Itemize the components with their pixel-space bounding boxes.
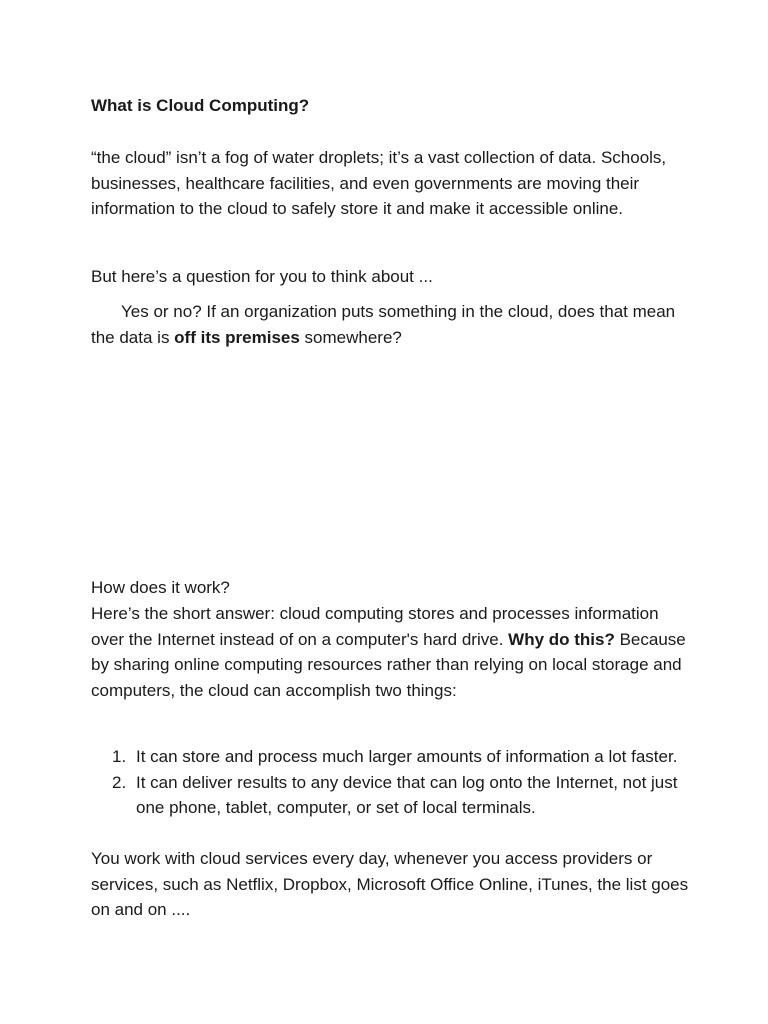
benefits-list: [91, 744, 691, 821]
how-it-works-heading: How does it work?: [91, 578, 230, 597]
short-answer-paragraph: [91, 601, 691, 703]
question-text-start: Yes or no? If an organization puts something in the cloud, does that mean the data is: [91, 302, 676, 347]
list-item-text: It can store and process much larger amounts of information a lot faster.: [136, 747, 678, 766]
short-answer-text: Here’s the short answer: cloud computing stores and processes information over the Internet instead of on a computer's hard drive.: [91, 604, 659, 649]
list-item-text: It can deliver results to any device that can log onto the Internet, not just one phone, tablet, computer, or set of local terminals.: [136, 772, 678, 817]
list-item: [91, 770, 691, 821]
list-number: 2.: [112, 772, 127, 792]
question-emphasis: off its premises: [174, 327, 300, 347]
intro-paragraph: “the cloud” isn’t a fog of water droplets; it’s a vast collection of data. Schools, businesses, healthcare facilities, and even governments are moving their information to the cloud to safely store it and make it accessible online.: [91, 148, 667, 218]
list-item: [91, 744, 691, 770]
because-text: Because by sharing online computing resources rather than relying on local storage and computers, the cloud can accomplish two things:: [91, 629, 686, 700]
question-text-end: somewhere?: [299, 327, 402, 347]
closing-paragraph: You work with cloud services every day, whenever you access providers or services, such as Netflix, Dropbox, Microsoft Office Online, iTunes, the list goes on and on ....: [91, 849, 689, 919]
question-paragraph: [91, 299, 691, 350]
why-do-this-emphasis: Why do this?: [508, 629, 615, 649]
question-prompt: But here’s a question for you to think about ...: [91, 267, 433, 286]
document-title: What is Cloud Computing?: [91, 96, 310, 115]
list-number: 1.: [112, 747, 127, 766]
